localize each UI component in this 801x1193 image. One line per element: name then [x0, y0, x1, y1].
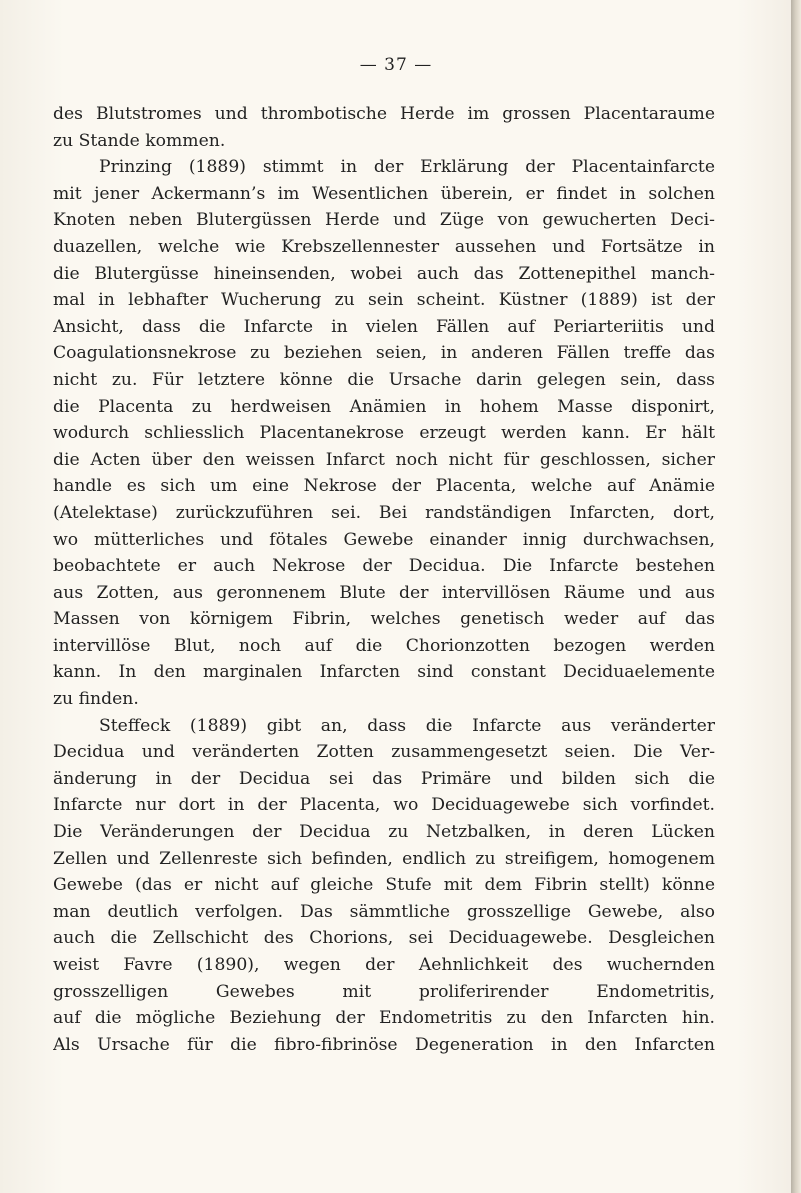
text-line: Knoten neben Blutergüssen Herde und Züge von gewucherten Deci- [53, 210, 715, 231]
text-line: mal in lebhafter Wucherung zu sein scheint. Küstner (1889) ist der [53, 290, 715, 311]
text-line: Coagulationsnekrose zu beziehen seien, in anderen Fällen treffe das [53, 343, 715, 364]
page-number: — 37 — [359, 55, 433, 75]
text-line: zu Stande kommen. [53, 130, 226, 151]
text-line: die Placenta zu herdweisen Anämien in hohem Masse disponirt, [53, 396, 715, 417]
text-line: auch die Zellschicht des Chorions, sei Deciduagewebe. Desgleichen [53, 928, 715, 949]
text-line: man deutlich verfolgen. Das sämmtliche grosszellige Gewebe, also [53, 901, 715, 922]
text-line: Steffeck (1889) gibt an, dass die Infarcte aus veränderter [99, 715, 715, 736]
text-line: die Blutergüsse hineinsenden, wobei auch das Zottenepithel manch- [53, 263, 715, 284]
text-line: änderung in der Decidua sei das Primäre und bilden sich die [53, 768, 715, 789]
text-line: nicht zu. Für letztere könne die Ursache darin gelegen sein, dass [53, 369, 715, 390]
text-line: handle es sich um eine Nekrose der Placenta, welche auf Anämie [53, 476, 715, 497]
text-line: intervillöse Blut, noch auf die Chorionzotten bezogen werden [53, 635, 715, 656]
text-line: Zellen und Zellenreste sich befinden, endlich zu streifigem, homogenem [53, 848, 715, 869]
text-line: Massen von körnigem Fibrin, welches genetisch weder auf das [53, 609, 715, 630]
text-line: auf die mögliche Beziehung der Endometritis zu den Infarcten hin. [53, 1008, 715, 1029]
text-line: weist Favre (1890), wegen der Aehnlichkeit des wuchernden [53, 955, 715, 975]
text-line: wodurch schliesslich Placentanekrose erzeugt werden kann. Er hält [53, 423, 715, 444]
text-line: (Atelektase) zurückzuführen sei. Bei randständigen Infarcten, dort, [53, 502, 715, 523]
text-line: duazellen, welche wie Krebszellennester aussehen und Fortsätze in [53, 236, 715, 257]
text-line: wo mütterliches und fötales Gewebe einander innig durchwachsen, [53, 529, 715, 550]
text-line: kann. In den marginalen Infarcten sind constant Deciduaelemente [53, 662, 715, 683]
text-line: Gewebe (das er nicht auf gleiche Stufe mit dem Fibrin stellt) könne [53, 875, 715, 896]
text-line: aus Zotten, aus geronnenem Blute der intervillösen Räume und aus [53, 582, 715, 603]
text-line: grosszelligen Gewebes mit proliferirender Endometritis, [53, 981, 715, 1002]
text-line: zu finden. [53, 689, 139, 710]
text-line: mit jener Ackermann’s im Wesentlichen überein, er findet in solchen [53, 183, 715, 204]
text-line: Die Veränderungen der Decidua zu Netzbalken, in deren Lücken [53, 822, 715, 843]
page-spine-edge [791, 0, 801, 1193]
text-line: Ansicht, dass die Infarcte in vielen Fällen auf Periarteriitis und [53, 316, 715, 337]
text-line: des Blutstromes und thrombotische Herde im grossen Placentaraume [53, 104, 715, 124]
text-line: beobachtete er auch Nekrose der Decidua. Die Infarcte bestehen [53, 556, 715, 577]
text-line: Als Ursache für die fibro-fibrinöse Degeneration in den Infarcten [53, 1034, 715, 1055]
text-line: Prinzing (1889) stimmt in der Erklärung der Placentainfarcte [99, 157, 715, 178]
text-line: Decidua und veränderten Zotten zusammengesetzt seien. Die Ver- [53, 742, 715, 763]
body-text [53, 101, 715, 1058]
text-line: Infarcte nur dort in der Placenta, wo Deciduagewebe sich vorfindet. [53, 795, 715, 816]
text-line: die Acten über den weissen Infarct noch nicht für geschlossen, sicher [53, 449, 715, 470]
